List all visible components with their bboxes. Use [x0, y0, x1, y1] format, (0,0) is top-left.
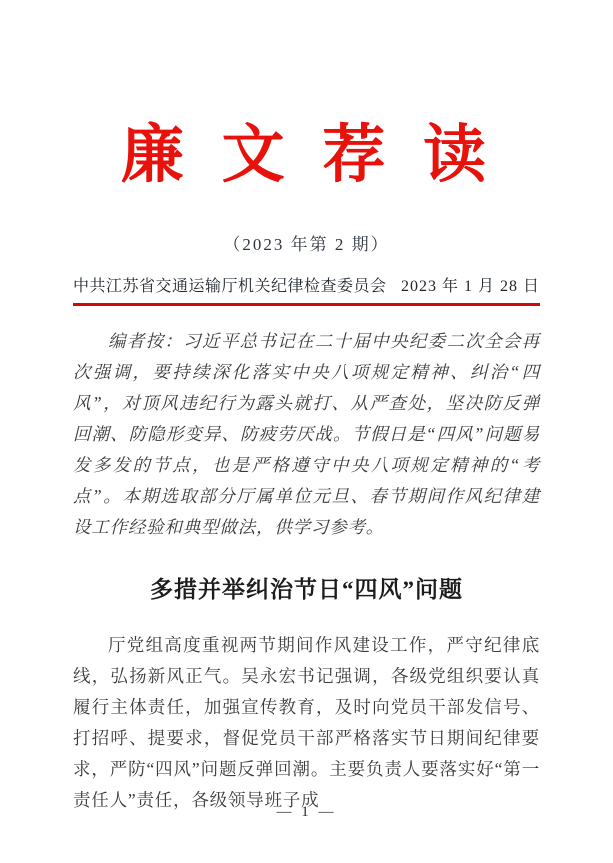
article-title: 多措并举纠治节日“四风”问题	[150, 576, 463, 602]
masthead-title: 廉 文 荐 读	[120, 120, 493, 190]
editor-note: 编者按：习近平总书记在二十届中央纪委二次全会再次强调，要持续深化落实中央八项规定精神、纠治“四风”，对顶风违纪行为露头就打、从严查处，坚决防反弹回潮、防隐形变异、防疲劳厌战。节假日是“四风”问题易发多发的节点，也是严格遵守中央八项规定精神的“考点”。本期选取部分厅属单位元旦、春节期间作风纪律建设工作经验和典型做法，供学习参考。	[73, 330, 540, 537]
issue-date: 2023 年 1 月 28 日	[400, 277, 540, 295]
article-body: 厅党组高度重视两节期间作风建设工作，严守纪律底线，弘扬新风正气。吴永宏书记强调，各级党组织要认真履行主体责任，加强宣传教育，及时向党员干部发信号、打招呼、提要求，督促党员干部严格落实节日期间纪律要求，严防“四风”问题反弹回潮。主要负责人要落实好“第一责任人”责任，各级领导班子成	[73, 634, 540, 810]
page-number: — 1 —	[276, 804, 337, 820]
document-header	[73, 273, 540, 306]
issue-number: （2023 年第 2 期）	[223, 234, 390, 254]
issuing-organization: 中共江苏省交通运输厅机关纪律检查委员会	[73, 277, 387, 295]
